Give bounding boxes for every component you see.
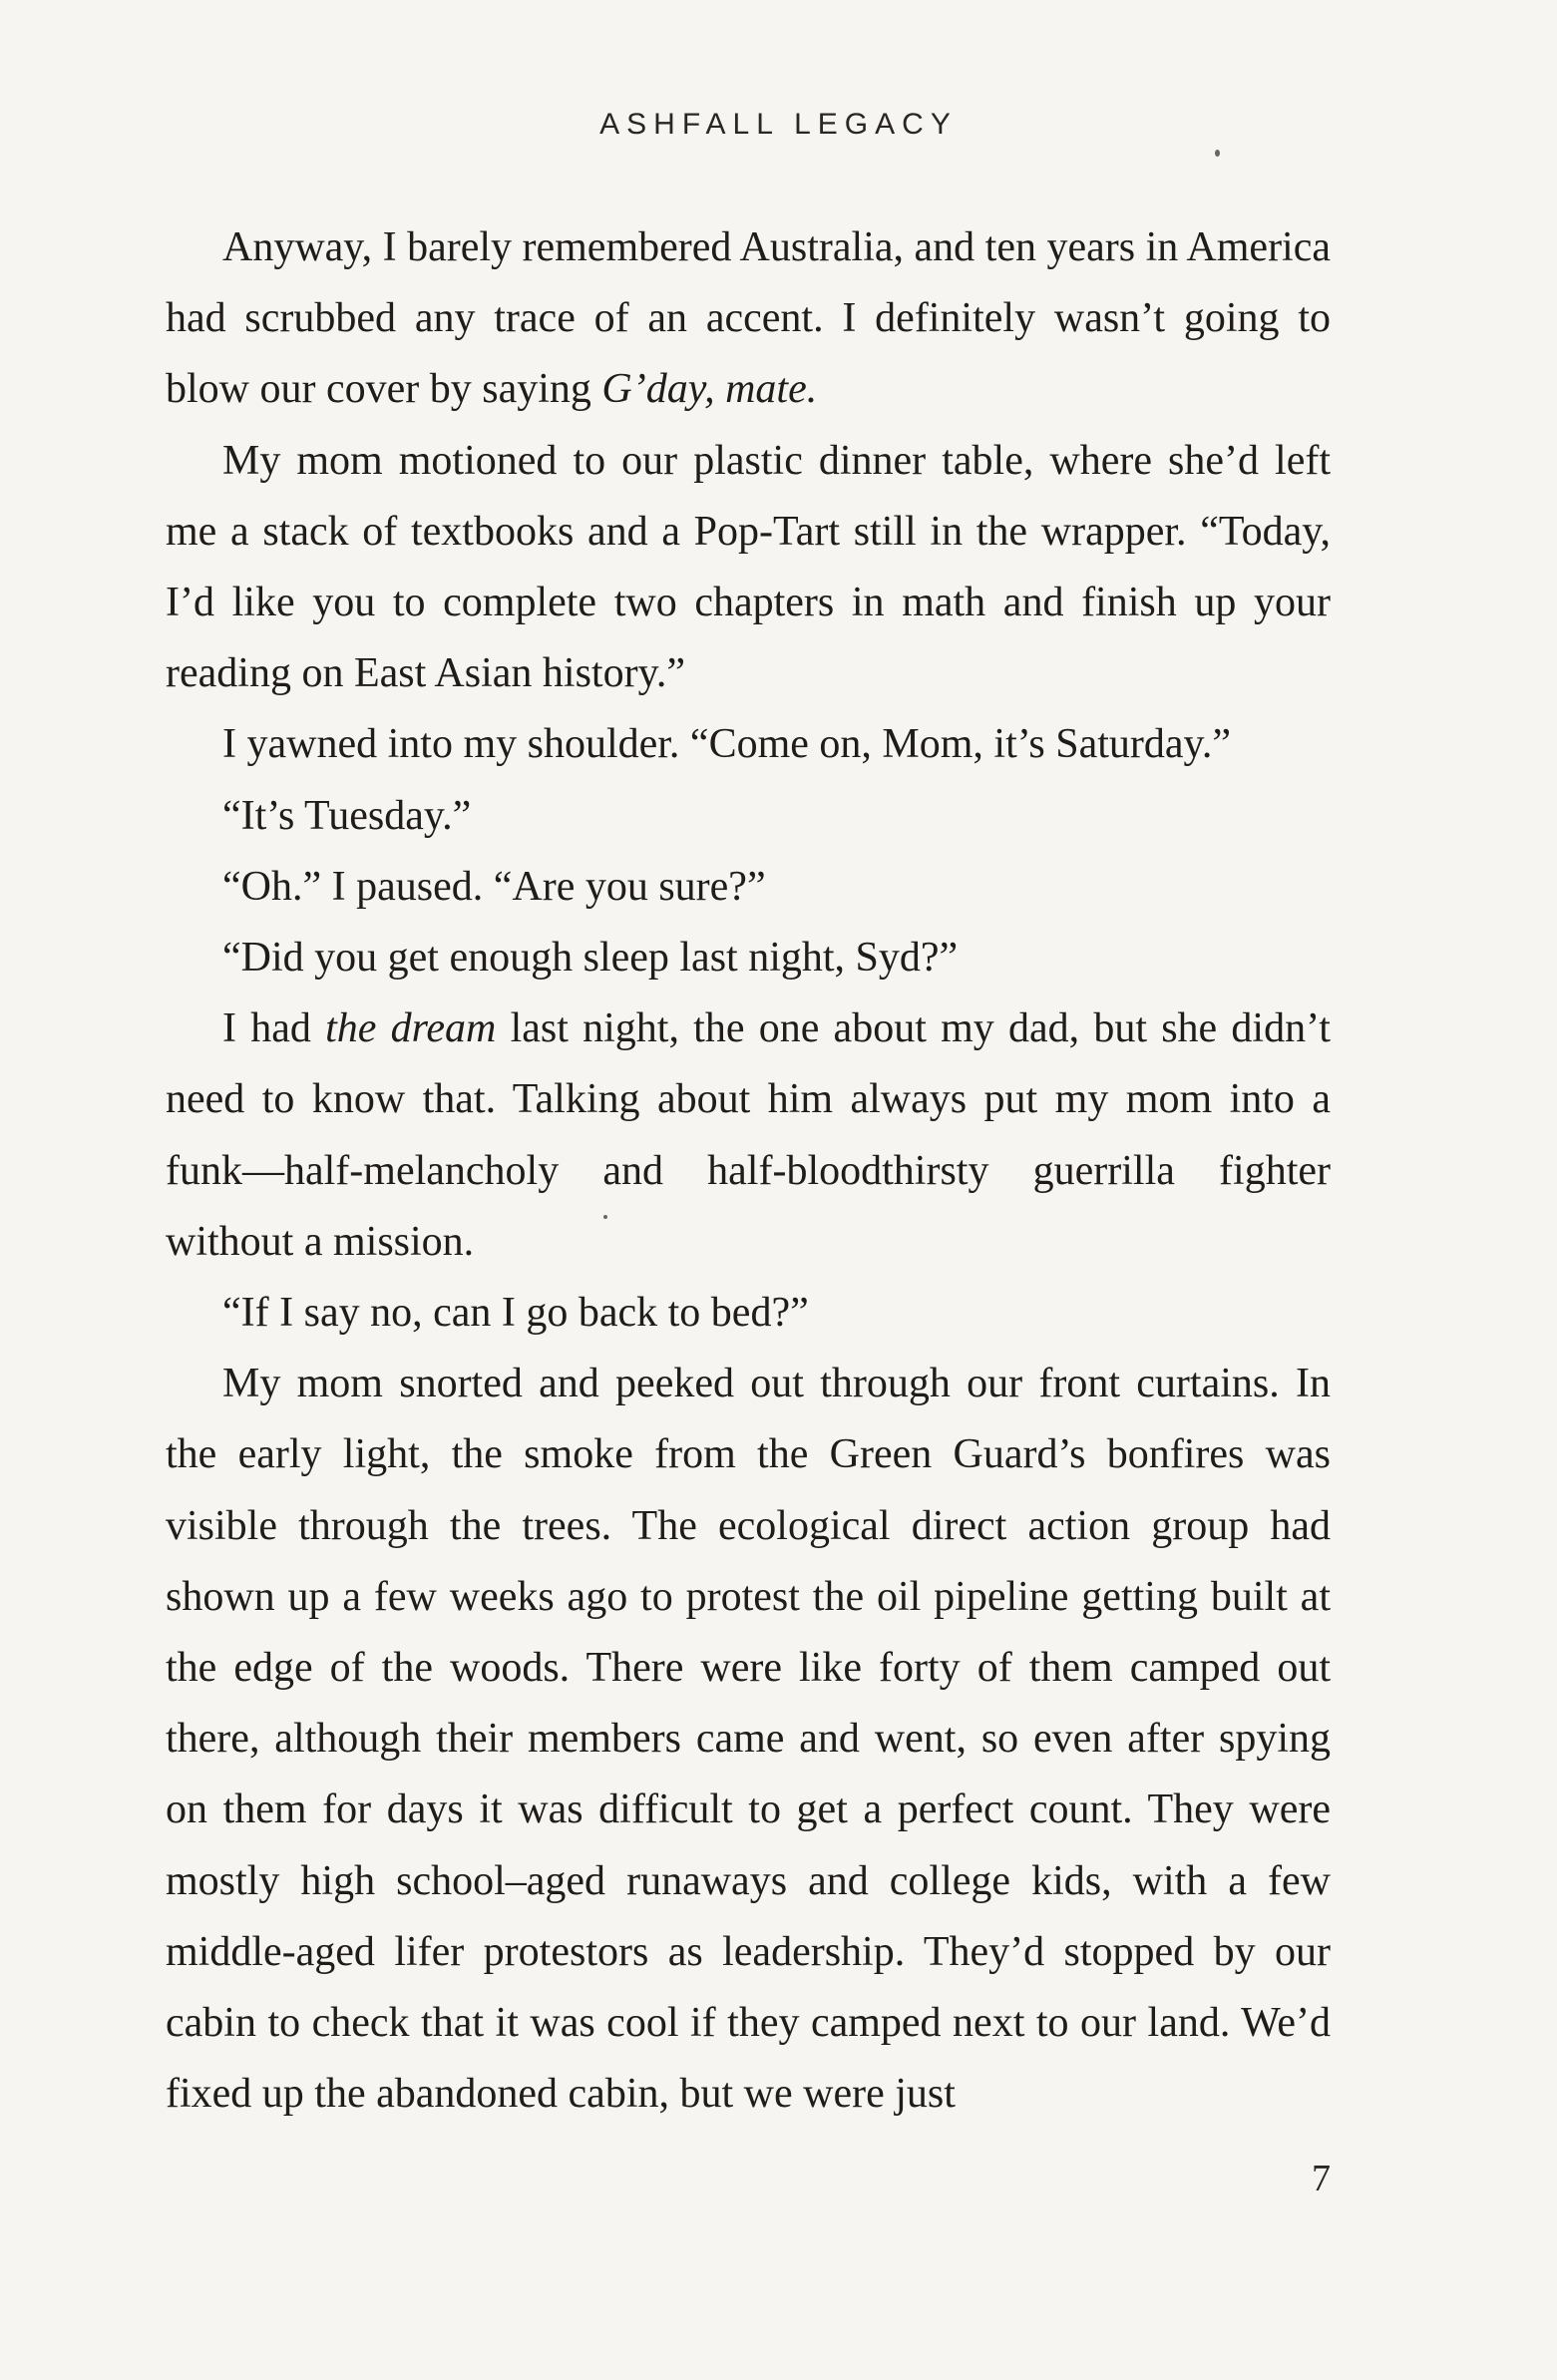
italic-phrase: G’day, mate. bbox=[601, 366, 818, 413]
scan-speck bbox=[1215, 150, 1220, 157]
paragraph-text: “Oh.” I paused. “Are you sure?” bbox=[222, 863, 766, 910]
paragraph-8 bbox=[166, 1278, 1331, 1349]
italic-phrase: the dream bbox=[325, 1005, 497, 1052]
paragraph-text: “If I say no, can I go back to bed?” bbox=[222, 1290, 809, 1337]
paragraph-5 bbox=[166, 852, 1331, 923]
paragraph-text: Anyway, I barely remembered Australia, and ten years in America had scrubbed any trace of an accent. I definitely wasn’t going to blow our cover by saying bbox=[166, 224, 1332, 413]
paragraph-6 bbox=[166, 923, 1331, 993]
paragraph-2 bbox=[166, 426, 1331, 710]
page-number: 7 bbox=[1312, 2158, 1331, 2199]
scan-speck bbox=[603, 1215, 607, 1219]
paragraph-text: “Did you get enough sleep last night, Syd?” bbox=[222, 935, 959, 982]
paragraph-text: “It’s Tuesday.” bbox=[222, 792, 472, 839]
body-text bbox=[166, 212, 1331, 2130]
paragraph-7 bbox=[166, 993, 1331, 1278]
paragraph-3 bbox=[166, 709, 1331, 780]
paragraph-9 bbox=[166, 1349, 1331, 2130]
paragraph-text: I had bbox=[222, 1005, 326, 1052]
paragraph-text: My mom motioned to our plastic dinner table, where she’d left me a stack of textbooks and a Pop-Tart still in the wrapper. “Today, I’d like you to complete two chapters in math and finish up your reading on East Asian history.” bbox=[166, 437, 1331, 697]
paragraph-text: last night, the one about my dad, but she didn’t need to know that. Talking about him always put my mom into a funk—half-melancholy and half-bloodthirsty guerrilla fighter without a mission. bbox=[166, 1005, 1331, 1265]
running-head: ASHFALL LEGACY bbox=[599, 108, 958, 141]
paragraph-text: My mom snorted and peeked out through our front curtains. In the early light, the smoke from the Green Guard’s bonfires was visible through the trees. The ecological direct action group had shown up a few weeks ago to protest the oil pipeline getting built at the edge of the woods. There were like forty of them camped out there, although their members came and went, so even after spying on them for days it was difficult to get a perfect count. They were mostly high school–aged runaways and college kids, with a few middle-aged lifer protestors as leadership. They’d stopped by our cabin to check that it was cool if they camped next to our land. We’d fixed up the abandoned cabin, but we were just bbox=[166, 1361, 1331, 2118]
paragraph-text: I yawned into my shoulder. “Come on, Mom, it’s Saturday.” bbox=[222, 721, 1231, 768]
paragraph-4 bbox=[166, 781, 1331, 852]
paragraph-1 bbox=[166, 212, 1331, 426]
